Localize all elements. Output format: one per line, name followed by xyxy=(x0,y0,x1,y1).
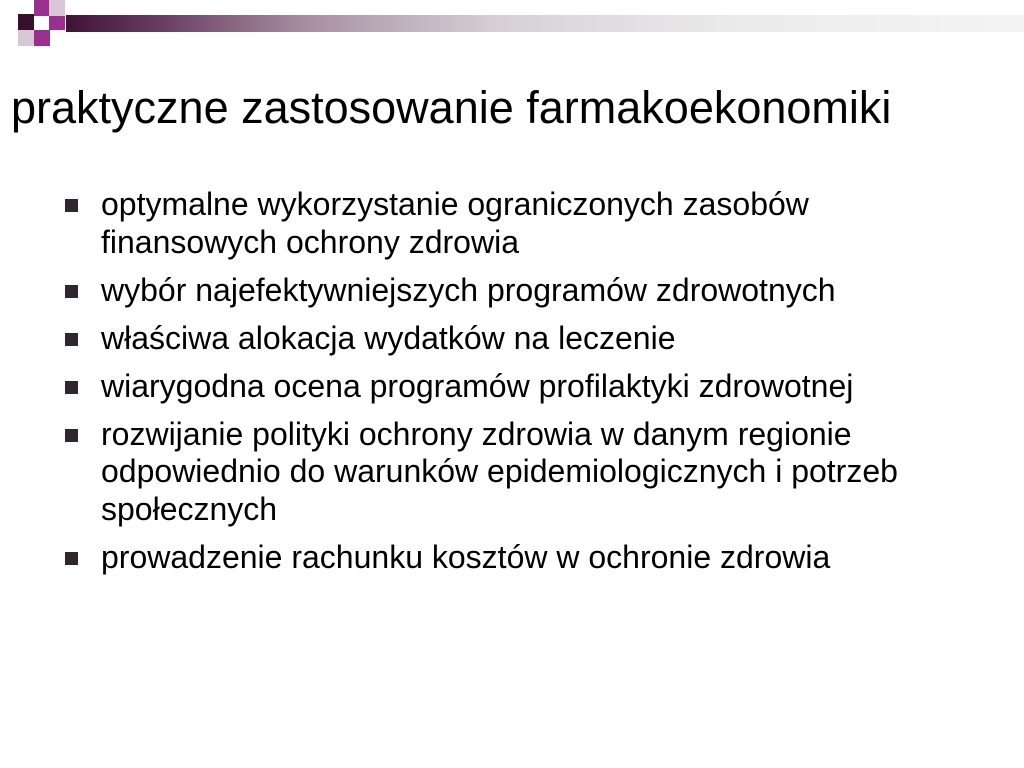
bullet-item xyxy=(62,416,962,529)
corner-square-light xyxy=(49,0,65,16)
corner-square-accent xyxy=(34,0,50,16)
bullet-text: optymalne wykorzystanie ograniczonych zasobów finansowych ochrony zdrowia xyxy=(101,186,809,260)
square-bullet-icon xyxy=(65,333,78,346)
square-bullet-icon xyxy=(65,285,78,298)
corner-square-dark xyxy=(18,14,34,30)
bullet-item xyxy=(62,320,962,358)
square-bullet-icon xyxy=(65,199,78,212)
bullet-text: właściwa alokacja wydatków na leczenie xyxy=(101,319,676,356)
bullet-item xyxy=(62,186,962,261)
corner-square-accent xyxy=(34,30,50,46)
bullet-text: rozwijanie polityki ochrony zdrowia w danym regionie odpowiednio do warunków epidemiologicznych i potrzeb społecznych xyxy=(101,415,898,527)
corner-square-light xyxy=(18,30,34,46)
bullet-text: wiarygodna ocena programów profilaktyki zdrowotnej xyxy=(101,367,854,404)
bullet-text: prowadzenie rachunku kosztów w ochronie zdrowia xyxy=(101,538,831,575)
bullet-item xyxy=(62,539,962,577)
slide-title: praktyczne zastosowanie farmakoekonomiki xyxy=(11,82,892,133)
bullet-text: wybór najefektywniejszych programów zdrowotnych xyxy=(101,271,836,308)
bullet-list xyxy=(62,186,962,587)
bullet-item xyxy=(62,368,962,406)
corner-square-accent xyxy=(49,14,65,30)
square-bullet-icon xyxy=(65,381,78,394)
square-bullet-icon xyxy=(65,552,78,565)
bullet-item xyxy=(62,272,962,310)
header-gradient-bar xyxy=(66,15,1024,32)
square-bullet-icon xyxy=(65,429,78,442)
